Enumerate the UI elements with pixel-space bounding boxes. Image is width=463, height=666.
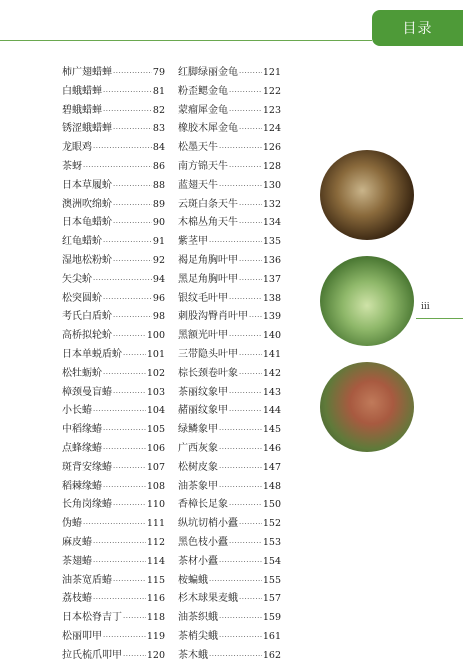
- toc-entry-page: 126: [262, 142, 281, 154]
- toc-entry-title: 红龟蜡蚧: [62, 236, 102, 248]
- toc-leader-dots: [229, 158, 262, 177]
- toc-entry[interactable]: [62, 609, 165, 628]
- toc-entry[interactable]: [178, 158, 281, 177]
- toc-entry-page: 137: [262, 273, 281, 285]
- toc-entry[interactable]: [62, 496, 165, 515]
- toc-entry-title: 茶材小蠹: [178, 555, 218, 567]
- toc-entry[interactable]: [178, 290, 281, 309]
- toc-entry-title: 刺股沟臀肖叶甲: [178, 311, 248, 323]
- toc-entry[interactable]: [178, 271, 281, 290]
- toc-entry-page: 119: [146, 630, 165, 642]
- toc-entry-page: 121: [262, 67, 281, 78]
- toc-entry-page: 148: [262, 480, 281, 492]
- toc-entry-title: 红脚绿丽金龟: [178, 67, 238, 78]
- toc-leader-dots: [103, 102, 152, 121]
- toc-entry-page: 98: [152, 311, 165, 323]
- toc-entry[interactable]: [178, 214, 281, 233]
- toc-entry-page: 108: [146, 480, 165, 492]
- toc-entry-title: 考氏白盾蚧: [62, 311, 112, 323]
- toc-entry[interactable]: [178, 478, 281, 497]
- toc-leader-dots: [103, 440, 146, 459]
- toc-entry-page: 101: [146, 348, 165, 360]
- toc-leader-dots: [239, 590, 262, 609]
- toc-entry[interactable]: [178, 590, 281, 609]
- toc-entry-title: 香樟长足象: [178, 499, 228, 511]
- toc-entry[interactable]: [178, 572, 281, 591]
- toc-leader-dots: [239, 120, 262, 139]
- toc-entry-page: 90: [152, 217, 165, 229]
- toc-entry-title: 松丽叩甲: [62, 630, 102, 642]
- toc-entry-title: 赭丽纹象甲: [178, 405, 228, 417]
- toc-entry[interactable]: [62, 214, 165, 233]
- toc-leader-dots: [103, 290, 152, 309]
- toc-leader-dots: [113, 196, 152, 215]
- toc-entry[interactable]: [62, 102, 165, 121]
- toc-entry-page: 132: [262, 198, 281, 210]
- insect-photo-2: [320, 256, 414, 346]
- toc-entry[interactable]: [62, 233, 165, 252]
- toc-leader-dots: [113, 384, 146, 403]
- toc-entry[interactable]: [62, 64, 165, 83]
- toc-entry[interactable]: [178, 252, 281, 271]
- toc-entry[interactable]: [62, 346, 165, 365]
- toc-entry[interactable]: [178, 402, 281, 421]
- toc-entry[interactable]: [178, 440, 281, 459]
- toc-entry[interactable]: [62, 290, 165, 309]
- toc-leader-dots: [219, 421, 262, 440]
- toc-entry[interactable]: [62, 534, 165, 553]
- toc-entry-title: 木棉丛角天牛: [178, 217, 238, 229]
- toc-entry[interactable]: [178, 365, 281, 384]
- toc-entry-title: 黑额光叶甲: [178, 330, 228, 342]
- toc-entry-page: 142: [262, 367, 281, 379]
- toc-leader-dots: [103, 83, 152, 102]
- toc-entry-title: 紫茎甲: [178, 236, 208, 248]
- toc-entry[interactable]: [62, 271, 165, 290]
- toc-entry[interactable]: [62, 177, 165, 196]
- toc-leader-dots: [219, 609, 262, 628]
- toc-entry-page: 96: [152, 292, 165, 304]
- toc-leader-dots: [229, 83, 262, 102]
- toc-entry[interactable]: [178, 534, 281, 553]
- toc-entry-title: 油茶宽盾蝽: [62, 574, 112, 586]
- toc-entry-page: 86: [152, 160, 165, 172]
- toc-entry-title: 日本草履蚧: [62, 179, 112, 191]
- toc-leader-dots: [229, 102, 262, 121]
- toc-entry[interactable]: [178, 628, 281, 647]
- toc-entry[interactable]: [178, 496, 281, 515]
- toc-entry[interactable]: [62, 572, 165, 591]
- toc-leader-dots: [219, 177, 262, 196]
- toc-entry-page: 139: [262, 311, 281, 323]
- toc-leader-dots: [249, 308, 262, 327]
- toc-leader-dots: [219, 139, 262, 158]
- toc-entry[interactable]: [62, 553, 165, 572]
- toc-entry-page: 141: [262, 348, 281, 360]
- toc-leader-dots: [219, 440, 262, 459]
- toc-entry-title: 湿地松粉蚧: [62, 254, 112, 266]
- toc-entry[interactable]: [62, 139, 165, 158]
- toc-entry-title: 棕长颈卷叶象: [178, 367, 238, 379]
- toc-entry-title: 云斑白条天牛: [178, 198, 238, 210]
- toc-leader-dots: [229, 327, 262, 346]
- toc-entry-page: 100: [146, 330, 165, 342]
- toc-entry-page: 88: [152, 179, 165, 191]
- toc-leader-dots: [113, 496, 146, 515]
- toc-leader-dots: [93, 402, 146, 421]
- toc-leader-dots: [113, 64, 152, 83]
- toc-entry-title: 油茶象甲: [178, 480, 218, 492]
- toc-entry-page: 161: [262, 630, 281, 642]
- toc-entry[interactable]: [62, 402, 165, 421]
- toc-entry[interactable]: [62, 515, 165, 534]
- toc-leader-dots: [123, 609, 146, 628]
- insect-photo-1: [320, 150, 414, 240]
- toc-entry-title: 黑色枝小蠹: [178, 536, 228, 548]
- toc-entry-title: 中稻缘蝽: [62, 424, 102, 436]
- toc-entry[interactable]: [62, 327, 165, 346]
- toc-entry-page: 84: [152, 142, 165, 154]
- toc-entry[interactable]: [178, 102, 281, 121]
- toc-leader-dots: [209, 572, 262, 591]
- toc-leader-dots: [239, 515, 262, 534]
- toc-leader-dots: [103, 365, 146, 384]
- toc-entry-title: 杉木球果麦蛾: [178, 593, 238, 605]
- insect-photo-3: [320, 362, 414, 452]
- toc-entry[interactable]: [62, 590, 165, 609]
- toc-entry-title: 高桥拟轮蚧: [62, 330, 112, 342]
- toc-entry[interactable]: [178, 346, 281, 365]
- toc-entry-title: 广西灰象: [178, 442, 218, 454]
- side-rule: [416, 318, 463, 319]
- toc-entry-page: 128: [262, 160, 281, 172]
- toc-entry[interactable]: [62, 308, 165, 327]
- toc-entry-title: 南方锦天牛: [178, 160, 228, 172]
- toc-entry-page: 140: [262, 330, 281, 342]
- toc-leader-dots: [239, 214, 262, 233]
- toc-leader-dots: [229, 402, 262, 421]
- toc-leader-dots: [93, 534, 146, 553]
- toc-leader-dots: [103, 421, 146, 440]
- toc-leader-dots: [113, 177, 152, 196]
- toc-entry[interactable]: [178, 120, 281, 139]
- toc-entry[interactable]: [178, 553, 281, 572]
- toc-entry-title: 茶丽纹象甲: [178, 386, 228, 398]
- toc-entry-page: 153: [262, 536, 281, 548]
- toc-leader-dots: [93, 590, 146, 609]
- toc-entry[interactable]: [178, 196, 281, 215]
- page-number: iii: [421, 302, 430, 312]
- toc-entry[interactable]: [178, 139, 281, 158]
- toc-entry-title: 绿鳞象甲: [178, 424, 218, 436]
- toc-entry-page: 81: [152, 85, 165, 97]
- toc-leader-dots: [239, 365, 262, 384]
- toc-leader-dots: [93, 271, 152, 290]
- toc-entry-title: 桉蝙蛾: [178, 574, 208, 586]
- toc-entry-page: 111: [146, 518, 165, 530]
- top-rule: [0, 40, 372, 41]
- toc-entry[interactable]: [178, 647, 281, 666]
- toc-entry[interactable]: [62, 384, 165, 403]
- toc-entry-title: 日本松脊吉丁: [62, 612, 122, 624]
- toc-entry-page: 118: [146, 612, 165, 624]
- toc-entry-title: 锈涩蛾蜡蝉: [62, 123, 112, 135]
- toc-leader-dots: [93, 139, 152, 158]
- toc-entry-page: 79: [152, 67, 165, 78]
- toc-leader-dots: [209, 647, 262, 666]
- toc-leader-dots: [219, 628, 262, 647]
- toc-entry-title: 稻棘缘蝽: [62, 480, 102, 492]
- toc-entry-title: 橡胶木犀金龟: [178, 123, 238, 135]
- toc-leader-dots: [113, 214, 152, 233]
- toc-leader-dots: [113, 308, 152, 327]
- toc-leader-dots: [113, 459, 146, 478]
- toc-entry-page: 138: [262, 292, 281, 304]
- toc-leader-dots: [239, 252, 262, 271]
- toc-entry[interactable]: [62, 459, 165, 478]
- toc-entry-page: 104: [146, 405, 165, 417]
- toc-entry-page: 154: [262, 555, 281, 567]
- toc-leader-dots: [239, 64, 262, 83]
- toc-entry-title: 茶蚜: [62, 160, 82, 172]
- toc-entry-page: 82: [152, 104, 165, 116]
- toc-entry-page: 89: [152, 198, 165, 210]
- toc-entry[interactable]: [178, 515, 281, 534]
- toc-entry-page: 145: [262, 424, 281, 436]
- toc-entry-title: 蓝翅天牛: [178, 179, 218, 191]
- toc-entry-page: 159: [262, 612, 281, 624]
- toc-leader-dots: [103, 233, 152, 252]
- toc-entry-page: 110: [146, 499, 165, 511]
- toc-entry[interactable]: [62, 196, 165, 215]
- toc-entry[interactable]: [178, 177, 281, 196]
- toc-entry[interactable]: [62, 628, 165, 647]
- toc-entry-page: 112: [146, 536, 165, 548]
- toc-entry-page: 124: [262, 123, 281, 135]
- toc-entry-page: 105: [146, 424, 165, 436]
- toc-entry-page: 94: [152, 273, 165, 285]
- toc-entry[interactable]: [62, 478, 165, 497]
- toc-entry-title: 澳洲吹绵蚧: [62, 198, 112, 210]
- toc-entry-page: 103: [146, 386, 165, 398]
- toc-leader-dots: [113, 327, 146, 346]
- toc-entry-page: 146: [262, 442, 281, 454]
- toc-leader-dots: [113, 120, 152, 139]
- toc-entry[interactable]: [62, 365, 165, 384]
- toc-column-left: [62, 64, 165, 666]
- toc-leader-dots: [83, 515, 146, 534]
- toc-entry[interactable]: [62, 252, 165, 271]
- toc-leader-dots: [123, 647, 146, 666]
- toc-column-right: [178, 64, 281, 666]
- toc-entry-title: 日本龟蜡蚧: [62, 217, 112, 229]
- toc-entry-title: 荔枝蝽: [62, 593, 92, 605]
- toc-entry[interactable]: [62, 647, 165, 666]
- toc-entry-title: 黑足角胸叶甲: [178, 273, 238, 285]
- toc-entry-page: 143: [262, 386, 281, 398]
- toc-entry-page: 114: [146, 555, 165, 567]
- toc-leader-dots: [103, 478, 146, 497]
- toc-entry-page: 106: [146, 442, 165, 454]
- toc-entry-page: 150: [262, 499, 281, 511]
- toc-entry[interactable]: [178, 609, 281, 628]
- toc-entry-title: 油茶织蛾: [178, 612, 218, 624]
- toc-entry-title: 柿广翅蜡蝉: [62, 67, 112, 78]
- toc-entry-title: 碧蛾蜡蝉: [62, 104, 102, 116]
- toc-entry-title: 纵坑切梢小蠹: [178, 518, 238, 530]
- toc-entry-title: 樟颈曼盲蝽: [62, 386, 112, 398]
- toc-entry-page: 136: [262, 254, 281, 266]
- toc-entry[interactable]: [178, 459, 281, 478]
- toc-leader-dots: [239, 196, 262, 215]
- toc-leader-dots: [209, 233, 262, 252]
- toc-entry-title: 小长蝽: [62, 405, 92, 417]
- toc-leader-dots: [219, 459, 262, 478]
- toc-entry-page: 91: [152, 236, 165, 248]
- toc-entry-title: 日本单蜕盾蚧: [62, 348, 122, 360]
- toc-leader-dots: [219, 553, 262, 572]
- toc-entry-page: 134: [262, 217, 281, 229]
- toc-entry-title: 白蛾蜡蝉: [62, 85, 102, 97]
- toc-leader-dots: [113, 572, 146, 591]
- toc-entry-page: 155: [262, 574, 281, 586]
- toc-entry[interactable]: [178, 83, 281, 102]
- toc-entry[interactable]: [178, 421, 281, 440]
- toc-leader-dots: [229, 534, 262, 553]
- toc-entry[interactable]: [178, 327, 281, 346]
- toc-entry-title: 茶梢尖蛾: [178, 630, 218, 642]
- toc-leader-dots: [239, 271, 262, 290]
- toc-leader-dots: [123, 346, 146, 365]
- toc-entry[interactable]: [178, 233, 281, 252]
- toc-entry-title: 伪蝽: [62, 518, 82, 530]
- toc-entry-page: 107: [146, 461, 165, 473]
- toc-entry-page: 144: [262, 405, 281, 417]
- toc-entry-page: 157: [262, 593, 281, 605]
- toc-leader-dots: [219, 478, 262, 497]
- toc-entry-title: 松树皮象: [178, 461, 218, 473]
- toc-entry-title: 茶翅蝽: [62, 555, 92, 567]
- toc-entry-title: 茶木蛾: [178, 649, 208, 661]
- toc-entry-page: 135: [262, 236, 281, 248]
- toc-entry[interactable]: [62, 440, 165, 459]
- toc-entry-page: 115: [146, 574, 165, 586]
- toc-entry-page: 123: [262, 104, 281, 116]
- toc-entry-page: 83: [152, 123, 165, 135]
- toc-entry-title: 龙眼鸡: [62, 142, 92, 154]
- toc-entry-title: 拉氏梳爪叩甲: [62, 649, 122, 661]
- toc-entry-title: 松突圆蚧: [62, 292, 102, 304]
- toc-entry-title: 矢尖蚧: [62, 273, 92, 285]
- toc-entry-page: 147: [262, 461, 281, 473]
- toc-entry-title: 点蜂缘蝽: [62, 442, 102, 454]
- toc-entry-page: 120: [146, 649, 165, 661]
- toc-leader-dots: [229, 384, 262, 403]
- toc-entry-title: 银纹毛叶甲: [178, 292, 228, 304]
- toc-entry[interactable]: [62, 421, 165, 440]
- toc-entry-page: 116: [146, 593, 165, 605]
- toc-entry-page: 122: [262, 85, 281, 97]
- toc-entry[interactable]: [62, 120, 165, 139]
- toc-entry-page: 152: [262, 518, 281, 530]
- toc-entry-title: 松牡蛎蚧: [62, 367, 102, 379]
- toc-entry-page: 162: [262, 649, 281, 661]
- toc-entry[interactable]: [62, 158, 165, 177]
- toc-leader-dots: [229, 496, 262, 515]
- toc-entry-page: 102: [146, 367, 165, 379]
- toc-leader-dots: [113, 252, 152, 271]
- toc-leader-dots: [93, 553, 146, 572]
- toc-entry-title: 三带隐头叶甲: [178, 348, 238, 360]
- toc-entry-title: 粉歪鳃金龟: [178, 85, 228, 97]
- toc-entry-title: 斑背安缘蝽: [62, 461, 112, 473]
- toc-entry-title: 褐足角胸叶甲: [178, 254, 238, 266]
- toc-leader-dots: [83, 158, 152, 177]
- toc-leader-dots: [103, 628, 146, 647]
- contents-tab: 目录: [372, 10, 463, 46]
- toc-entry-title: 松墨天牛: [178, 142, 218, 154]
- toc-entry-title: 长角岗缘蝽: [62, 499, 112, 511]
- toc-entry-page: 130: [262, 179, 281, 191]
- toc-entry[interactable]: [62, 83, 165, 102]
- toc-entry[interactable]: [178, 384, 281, 403]
- toc-entry-title: 蒙瘤犀金龟: [178, 104, 228, 116]
- toc-entry-page: 92: [152, 254, 165, 266]
- toc-entry-title: 麻皮蝽: [62, 536, 92, 548]
- toc-leader-dots: [239, 346, 262, 365]
- toc-entry[interactable]: [178, 308, 281, 327]
- toc-leader-dots: [229, 290, 262, 309]
- toc-entry[interactable]: [178, 64, 281, 83]
